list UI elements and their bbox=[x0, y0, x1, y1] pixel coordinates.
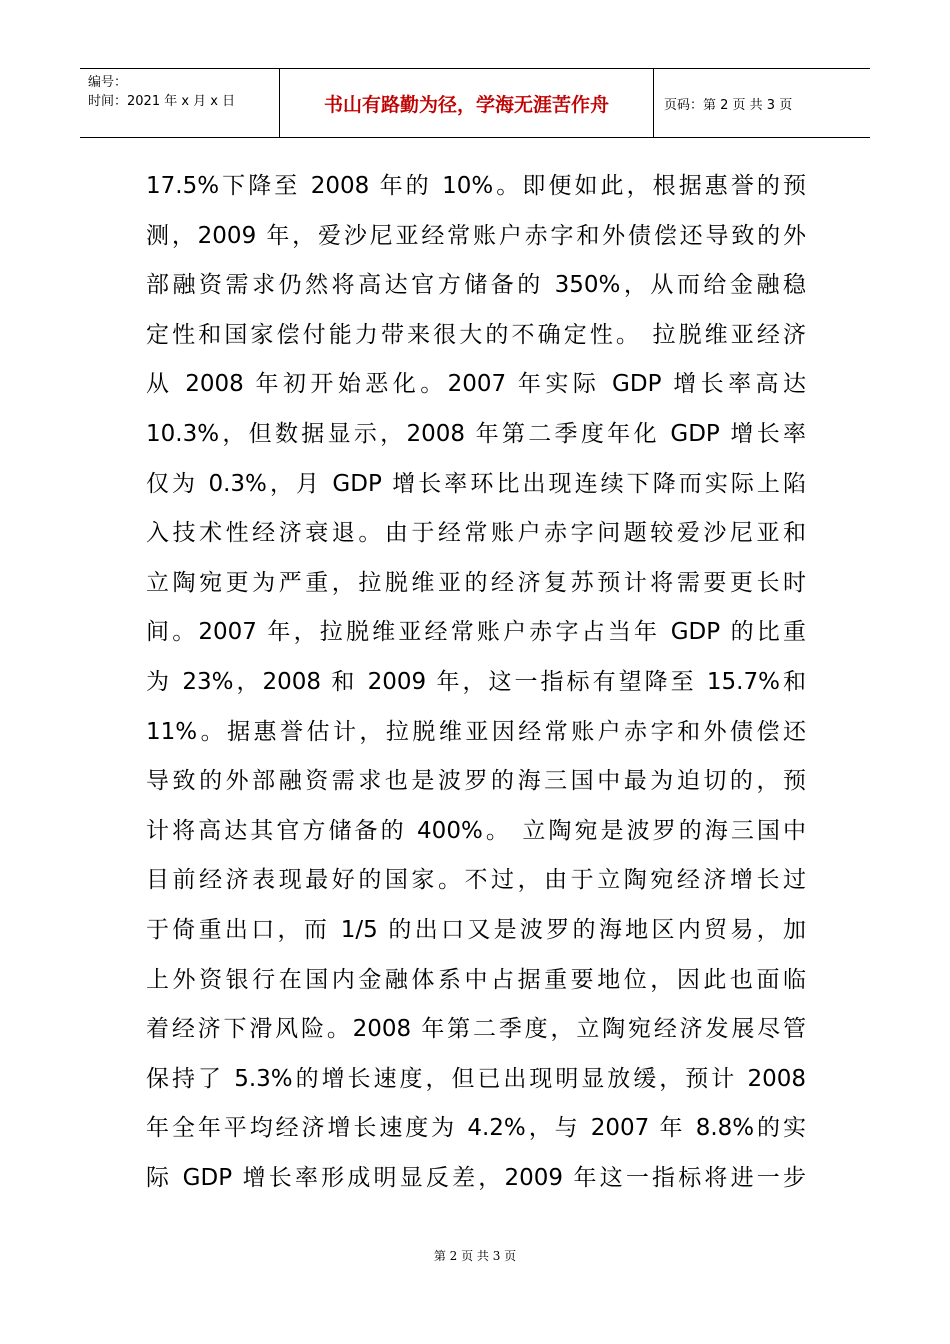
body-line: 导致的外部融资需求也是波罗的海三国中最为迫切的，预 bbox=[146, 768, 806, 795]
body-line: 目前经济表现最好的国家。不过，由于立陶宛经济增长过 bbox=[146, 867, 806, 894]
body-line: 定性和国家偿付能力带来很大的不确定性。 拉脱维亚经济 bbox=[146, 321, 806, 348]
document-date-label: 时间：2021 年 x 月 x 日 bbox=[88, 94, 236, 109]
body-line: 10.3%，但数据显示，2008 年第二季度年化 GDP 增长率 bbox=[146, 420, 806, 447]
header-motto: 书山有路勤为径，学海无涯苦作舟 bbox=[280, 69, 654, 137]
body-line: 际 GDP 增长率形成明显反差，2009 年这一指标将进一步 bbox=[146, 1164, 806, 1191]
page-footer: 第 2 页 共 3 页 bbox=[433, 1249, 517, 1263]
body-line: 为 23%，2008 和 2009 年，这一指标有望降至 15.7%和 bbox=[146, 668, 806, 695]
body-line: 间。2007 年，拉脱维亚经常账户赤字占当年 GDP 的比重 bbox=[146, 619, 806, 646]
body-line: 仅为 0.3%，月 GDP 增长率环比出现连续下降而实际上陷 bbox=[146, 470, 806, 497]
body-line: 部融资需求仍然将高达官方储备的 350%，从而给金融稳 bbox=[146, 272, 806, 299]
body-line: 从 2008 年初开始恶化。2007 年实际 GDP 增长率高达 bbox=[146, 371, 806, 398]
document-body bbox=[146, 162, 806, 1203]
header-meta bbox=[80, 69, 280, 137]
page-header bbox=[80, 68, 870, 138]
body-line: 年全年平均经济增长速度为 4.2%，与 2007 年 8.8%的实 bbox=[146, 1115, 806, 1142]
document-number-label: 编号： bbox=[88, 75, 128, 90]
body-line: 11%。据惠誉估计，拉脱维亚因经常账户赤字和外债偿还 bbox=[146, 718, 806, 745]
body-line: 立陶宛更为严重，拉脱维亚的经济复苏预计将需要更长时 bbox=[146, 569, 806, 596]
body-line: 于倚重出口，而 1/5 的出口又是波罗的海地区内贸易，加 bbox=[146, 916, 806, 943]
body-line: 上外资银行在国内金融体系中占据重要地位，因此也面临 bbox=[146, 966, 806, 993]
body-line: 17.5%下降至 2008 年的 10%。即便如此，根据惠誉的预 bbox=[146, 173, 806, 199]
body-line: 计将高达其官方储备的 400%。 立陶宛是波罗的海三国中 bbox=[146, 817, 806, 844]
body-line: 测，2009 年，爱沙尼亚经常账户赤字和外债偿还导致的外 bbox=[146, 222, 806, 249]
header-page-info: 页码：第 2 页 共 3 页 bbox=[664, 97, 793, 113]
body-line: 着经济下滑风险。2008 年第二季度，立陶宛经济发展尽管 bbox=[146, 1016, 806, 1043]
body-line: 入技术性经济衰退。由于经常账户赤字问题较爱沙尼亚和 bbox=[146, 520, 806, 547]
body-line: 保持了 5.3%的增长速度，但已出现明显放缓，预计 2008 bbox=[146, 1065, 806, 1092]
